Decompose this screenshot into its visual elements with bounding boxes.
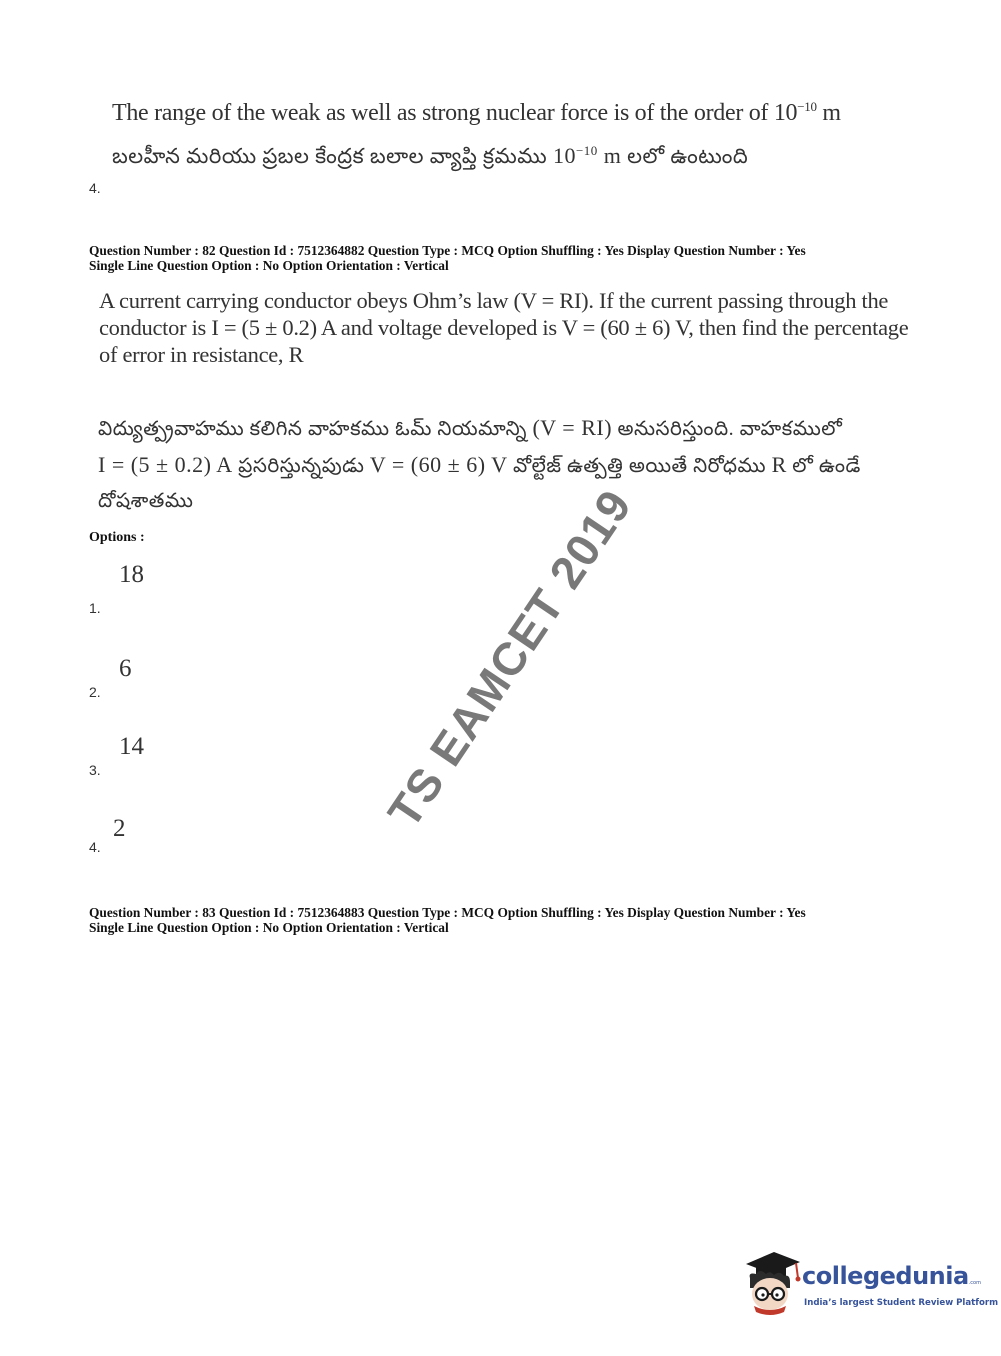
logo-tagline: India’s largest Student Review Platform bbox=[804, 1298, 999, 1308]
logo-com: .com bbox=[968, 1280, 981, 1286]
prev-question-telugu bbox=[112, 143, 748, 174]
logo-wordmark-wrap bbox=[802, 1262, 981, 1290]
telugu-line1-post: అనుసరిస్తుంది. వాహకములో bbox=[612, 418, 843, 440]
prev-question-telugu-number: 10 bbox=[552, 143, 576, 168]
question-83-meta-line2: Single Line Question Option : No Option Orientation : Vertical bbox=[89, 920, 449, 935]
question-82-english-line3: of error in resistance, R bbox=[99, 342, 304, 367]
question-82-telugu bbox=[98, 410, 861, 519]
telugu-line1-text: విద్యుత్ప్రవాహము కలిగిన వాహకము ఓమ్ నియమాన్ని bbox=[98, 418, 533, 440]
option-2-number: 2. bbox=[89, 684, 101, 700]
question-83-meta bbox=[89, 905, 806, 935]
option-4-number: 4. bbox=[89, 839, 101, 855]
prev-question-telugu-unit: m bbox=[597, 143, 622, 168]
telugu-line2-post: లో ఉండే bbox=[786, 455, 861, 477]
telugu-line2-r: R bbox=[771, 452, 787, 477]
watermark: TS EAMCET 2019 bbox=[377, 480, 642, 837]
option-3-value[interactable]: 14 bbox=[119, 733, 144, 760]
question-82-meta bbox=[89, 243, 806, 273]
option-1-value[interactable]: 18 bbox=[119, 561, 144, 588]
collegedunia-logo bbox=[740, 1248, 999, 1320]
question-82-english-line2: conductor is I = (5 ± 0.2) A and voltage developed is V = (60 ± 6) V, then find the percentage bbox=[99, 315, 909, 340]
option-4-value[interactable]: 2 bbox=[113, 815, 126, 842]
question-83-meta-line1: Question Number : 83 Question Id : 7512364883 Question Type : MCQ Option Shuffling : Yes Display Question Number : Yes bbox=[89, 905, 806, 920]
option-2-value[interactable]: 6 bbox=[119, 655, 132, 682]
prev-question-telugu-text: బలహీన మరియు ప్రబల కేంద్రక బలాల వ్యాప్తి క్రమము bbox=[112, 144, 553, 168]
prev-question-unit: m bbox=[816, 100, 841, 126]
telugu-line2-text: ప్రసరిస్తున్నపుడు bbox=[232, 455, 370, 477]
question-82-telugu-line3: దోషశాతము bbox=[98, 490, 194, 512]
logo-wordmark: collegedunia bbox=[802, 1262, 969, 1290]
prev-question-telugu-tail: లలో ఉంటుంది bbox=[621, 144, 749, 168]
question-82-meta-line2: Single Line Question Option : No Option Orientation : Vertical bbox=[89, 258, 449, 273]
prev-question-telugu-exponent: −10 bbox=[575, 143, 598, 158]
prev-question-english bbox=[112, 100, 841, 127]
telugu-line2-text2: వోల్టేజ్ ఉత్పత్తి అయితే నిరోధము bbox=[507, 455, 772, 477]
question-82-telugu-line1 bbox=[98, 410, 861, 447]
option-1-number: 1. bbox=[89, 600, 101, 616]
question-82-english-line1: A current carrying conductor obeys Ohm’s law (V = RI). If the current passing through the bbox=[99, 288, 889, 313]
option-3-number: 3. bbox=[89, 762, 101, 778]
prev-question-exponent: −10 bbox=[797, 99, 817, 114]
prev-question-english-text: The range of the weak as well as strong nuclear force is of the order of 10 bbox=[112, 100, 798, 126]
question-82-english bbox=[99, 287, 908, 368]
prev-option-number: 4. bbox=[89, 180, 101, 196]
telugu-line1-formula: (V = RI) bbox=[532, 415, 613, 440]
telugu-line2-current: I = (5 ± 0.2) A bbox=[98, 452, 233, 477]
options-label: Options : bbox=[89, 530, 145, 545]
question-82-telugu-line2 bbox=[98, 447, 861, 484]
question-82-meta-line1: Question Number : 82 Question Id : 7512364882 Question Type : MCQ Option Shuffling : Yes Display Question Number : Yes bbox=[89, 243, 806, 258]
mascot-icon bbox=[740, 1248, 804, 1316]
telugu-line2-voltage: V = (60 ± 6) V bbox=[369, 452, 508, 477]
